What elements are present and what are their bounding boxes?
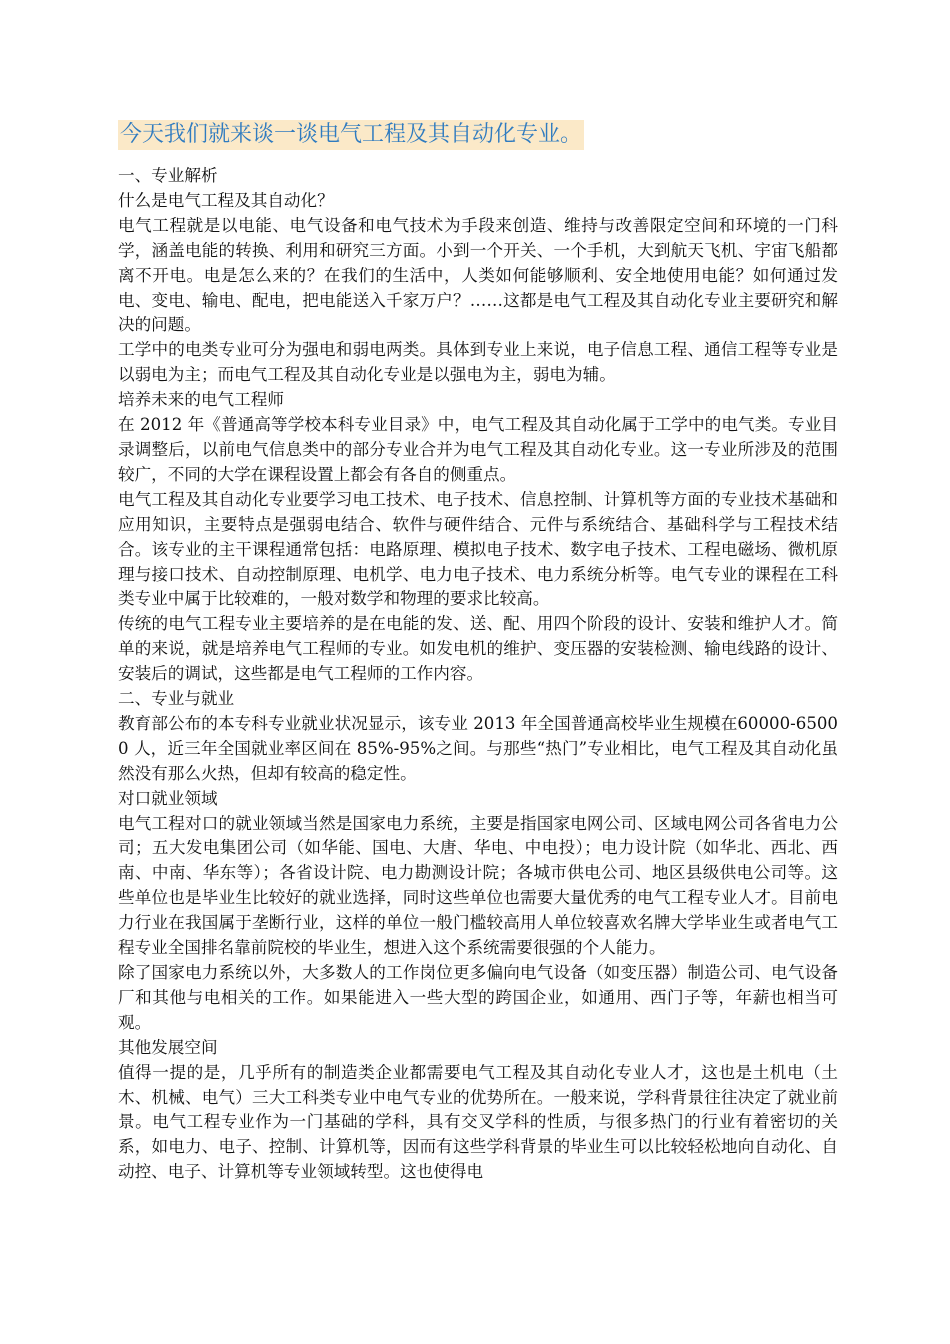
paragraph: 在 2012 年《普通高等学校本科专业目录》中，电气工程及其自动化属于工学中的电气类。专业目录调整后，以前电气信息类中的部分专业合并为电气工程及其自动化专业。这一专业所涉及的范围较广，不同的大学在课程设置上都会有各自的侧重点。 [118,415,838,484]
paragraph: 传统的电气工程专业主要培养的是在电能的发、送、配、用四个阶段的设计、安装和维护人才。简单的来说，就是培养电气工程师的专业。如发电机的维护、变压器的安装检测、输电线路的设计、安装后的调试，这些都是电气工程师的工作内容。 [118,614,838,684]
paragraph: 工学中的电类专业可分为强电和弱电两类。具体到专业上来说，电子信息工程、通信工程等专业是以弱电为主；而电气工程及其自动化专业是以强电为主，弱电为辅。 [118,340,838,385]
document-title: 今天我们就来谈一谈电气工程及其自动化专业。 [118,120,584,150]
title-wrap [118,120,838,150]
paragraph: 电气工程就是以电能、电气设备和电气技术为手段来创造、维持与改善限定空间和环境的一门科学，涵盖电能的转换、利用和研究三方面。小到一个开关、一个手机，大到航天飞机、宇宙飞船都离不开电。电是怎么来的？在我们的生活中，人类如何能够顺利、安全地使用电能？如何通过发电、变电、输电、配电，把电能送入千家万户？……这都是电气工程及其自动化专业主要研究和解决的问题。 [118,215,838,335]
paragraph: 教育部公布的本专科专业就业状况显示，该专业 2013 年全国普通高校毕业生规模在60000-65000 人，近三年全国就业率区间在 85%-95%之间。与那些“热门”专业相比，电气工程及其自动化虽然没有那么火热，但却有较高的稳定性。 [118,713,838,783]
subsection-heading: 培养未来的电气工程师 [118,390,284,410]
paragraph: 电气工程及其自动化专业要学习电工技术、电子技术、信息控制、计算机等方面的专业技术基础和应用知识，主要特点是强弱电结合、软件与硬件结合、元件与系统结合、基础科学与工程技术结合。该专业的主干课程通常包括：电路原理、模拟电子技术、数字电子技术、工程电磁场、微机原理与接口技术、自动控制原理、电机学、电力电子技术、电力系统分析等。电气专业的课程在工科类专业中属于比较难的，一般对数学和物理的要求比较高。 [118,489,838,609]
subsection-heading: 其他发展空间 [118,1037,218,1057]
document-page [118,120,838,1185]
subsection-heading: 什么是电气工程及其自动化？ [118,190,334,210]
section-heading: 二、专业与就业 [118,689,235,709]
paragraph: 除了国家电力系统以外，大多数人的工作岗位更多偏向电气设备（如变压器）制造公司、电气设备厂和其他与电相关的工作。如果能进入一些大型的跨国企业，如通用、西门子等，年薪也相当可观。 [118,963,838,1032]
section-heading: 一、专业解析 [118,166,218,185]
document-body [118,164,838,1185]
paragraph: 值得一提的是，几乎所有的制造类企业都需要电气工程及其自动化专业人才，这也是土机电（土木、机械、电气）三大工科类专业中电气专业的优势所在。一般来说，学科背景往往决定了就业前景。电气工程专业作为一门基础的学科，具有交叉学科的性质，与很多热门的行业有着密切的关系，如电力、电子、控制、计算机等，因而有这些学科背景的毕业生可以比较轻松地向自动化、自动控、电子、计算机等专业领域转型。这也使得电 [118,1062,838,1182]
subsection-heading: 对口就业领域 [118,788,218,808]
paragraph: 电气工程对口的就业领域当然是国家电力系统，主要是指国家电网公司、区域电网公司各省电力公司；五大发电集团公司（如华能、国电、大唐、华电、中电投）；电力设计院（如华北、西北、西南、中南、华东等）；各省设计院、电力勘测设计院；各城市供电公司、地区县级供电公司等。这些单位也是毕业生比较好的就业选择，同时这些单位也需要大量优秀的电气工程专业人才。目前电力行业在我国属于垄断行业，这样的单位一般门槛较高用人单位较喜欢名牌大学毕业生或者电气工程专业全国排名靠前院校的毕业生，想进入这个系统需要很强的个人能力。 [118,813,838,958]
